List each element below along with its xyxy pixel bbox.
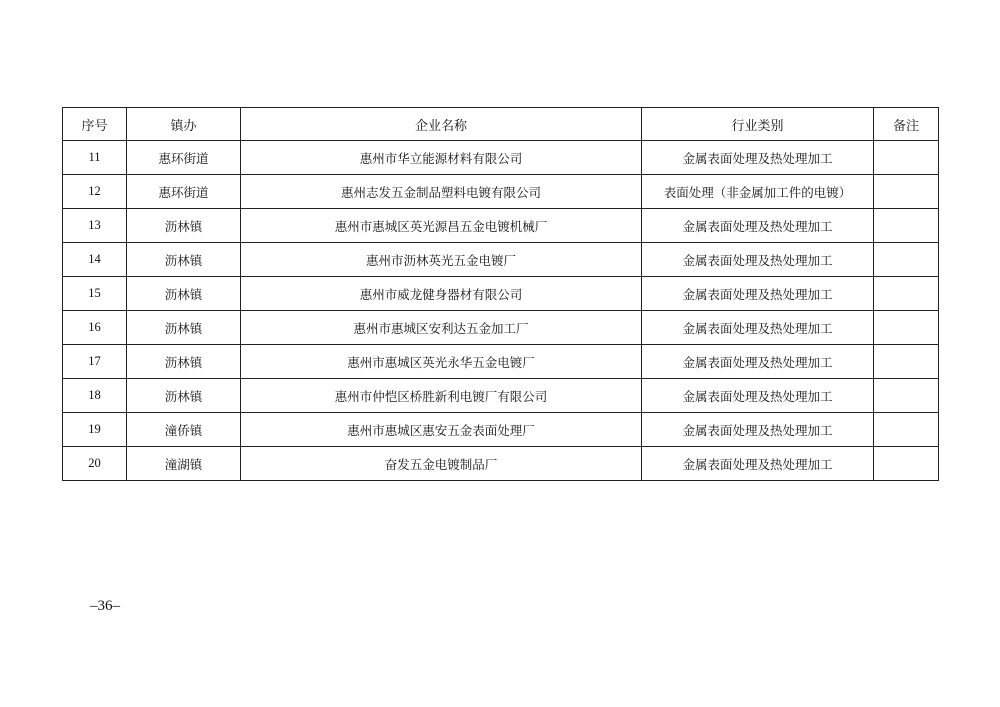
- cell-seq: 16: [63, 311, 127, 345]
- cell-industry: 金属表面处理及热处理加工: [642, 447, 874, 481]
- header-row: [63, 108, 939, 141]
- cell-company: 惠州市惠城区安利达五金加工厂: [241, 311, 642, 345]
- cell-note: [874, 379, 939, 413]
- cell-company: 惠州市威龙健身器材有限公司: [241, 277, 642, 311]
- cell-note: [874, 345, 939, 379]
- cell-company: 惠州市华立能源材料有限公司: [241, 141, 642, 175]
- table-row: [63, 243, 939, 277]
- cell-seq: 17: [63, 345, 127, 379]
- enterprise-table: [62, 107, 939, 481]
- cell-company: 奋发五金电镀制品厂: [241, 447, 642, 481]
- cell-note: [874, 243, 939, 277]
- table-header: [63, 108, 939, 141]
- cell-industry: 金属表面处理及热处理加工: [642, 277, 874, 311]
- table-row: [63, 209, 939, 243]
- cell-note: [874, 447, 939, 481]
- table-row: [63, 311, 939, 345]
- header-seq: 序号: [63, 108, 127, 141]
- page-number: –36–: [90, 598, 120, 614]
- cell-note: [874, 175, 939, 209]
- cell-seq: 11: [63, 141, 127, 175]
- cell-town: 沥林镇: [127, 209, 241, 243]
- table-row: [63, 345, 939, 379]
- cell-seq: 14: [63, 243, 127, 277]
- cell-industry: 金属表面处理及热处理加工: [642, 345, 874, 379]
- cell-company: 惠州市惠城区英光源昌五金电镀机械厂: [241, 209, 642, 243]
- cell-note: [874, 141, 939, 175]
- cell-seq: 13: [63, 209, 127, 243]
- table-row: [63, 447, 939, 481]
- table-row: [63, 379, 939, 413]
- table-row: [63, 413, 939, 447]
- cell-seq: 20: [63, 447, 127, 481]
- cell-note: [874, 277, 939, 311]
- header-note: 备注: [874, 108, 939, 141]
- header-industry: 行业类别: [642, 108, 874, 141]
- cell-industry: 金属表面处理及热处理加工: [642, 243, 874, 277]
- cell-industry: 金属表面处理及热处理加工: [642, 311, 874, 345]
- cell-industry: 金属表面处理及热处理加工: [642, 379, 874, 413]
- cell-town: 沥林镇: [127, 243, 241, 277]
- cell-town: 惠环街道: [127, 175, 241, 209]
- table-body: [63, 141, 939, 481]
- cell-town: 惠环街道: [127, 141, 241, 175]
- header-town: 镇办: [127, 108, 241, 141]
- table-row: [63, 277, 939, 311]
- table-row: [63, 141, 939, 175]
- table-row: [63, 175, 939, 209]
- cell-industry: 金属表面处理及热处理加工: [642, 141, 874, 175]
- cell-seq: 18: [63, 379, 127, 413]
- cell-note: [874, 209, 939, 243]
- cell-industry: 金属表面处理及热处理加工: [642, 209, 874, 243]
- cell-note: [874, 311, 939, 345]
- cell-town: 沥林镇: [127, 277, 241, 311]
- cell-company: 惠州市惠城区惠安五金表面处理厂: [241, 413, 642, 447]
- cell-town: 沥林镇: [127, 345, 241, 379]
- cell-industry: 金属表面处理及热处理加工: [642, 413, 874, 447]
- cell-note: [874, 413, 939, 447]
- cell-company: 惠州市沥林英光五金电镀厂: [241, 243, 642, 277]
- cell-seq: 12: [63, 175, 127, 209]
- cell-seq: 19: [63, 413, 127, 447]
- cell-seq: 15: [63, 277, 127, 311]
- cell-company: 惠州志发五金制品塑料电镀有限公司: [241, 175, 642, 209]
- cell-town: 潼湖镇: [127, 447, 241, 481]
- header-company: 企业名称: [241, 108, 642, 141]
- cell-company: 惠州市仲恺区桥胜新利电镀厂有限公司: [241, 379, 642, 413]
- cell-town: 沥林镇: [127, 311, 241, 345]
- cell-industry: 表面处理（非金属加工件的电镀）: [642, 175, 874, 209]
- cell-town: 潼侨镇: [127, 413, 241, 447]
- cell-town: 沥林镇: [127, 379, 241, 413]
- cell-company: 惠州市惠城区英光永华五金电镀厂: [241, 345, 642, 379]
